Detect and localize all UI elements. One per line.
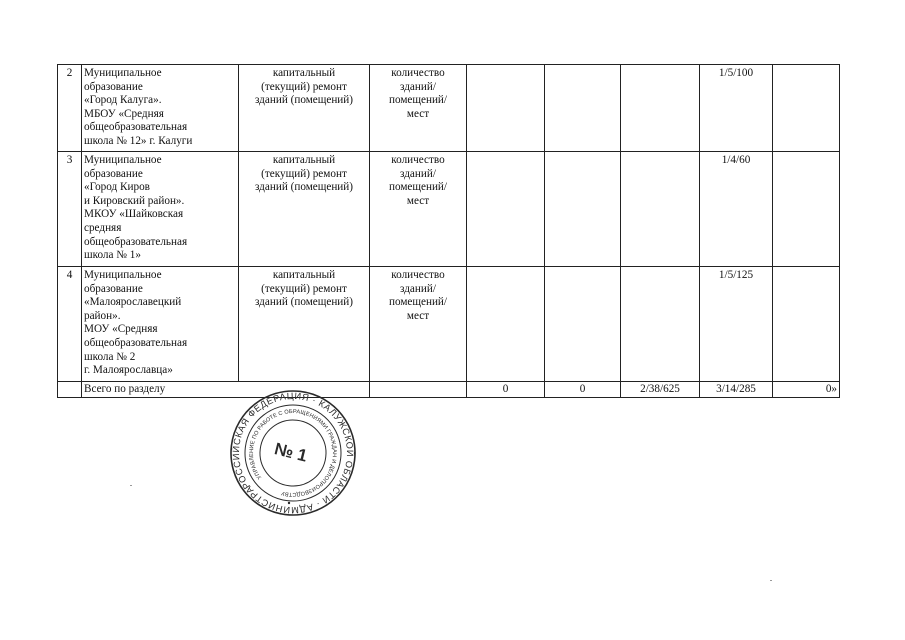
work-type-cell [239,152,370,267]
total-empty-cell [370,382,467,398]
name-line: район». [84,309,121,322]
name-line: Муниципальное [84,67,162,79]
municipality-cell [82,65,239,152]
work-line: зданий (помещений) [254,94,354,107]
work-line: капитальный [272,67,336,79]
work-line: капитальный [272,154,336,166]
work-line: (текущий) ремонт [261,282,347,295]
stamp-inner-text: УПРАВЛЕНИЕ ПО РАБОТЕ С ОБРАЩЕНИЯМИ ГРАЖДАН И ДЕЛОПРОИЗВОДСТВУ [248,408,338,498]
name-line: школа № 1» [84,249,141,262]
work-line: (текущий) ремонт [261,80,347,93]
row-number: 3 [58,152,82,267]
value-cell [773,152,840,267]
stamp-outer-text: РОССИЙСКАЯ ФЕДЕРАЦИЯ · КАЛУЖСКОЙ ОБЛАСТИ · АДМИНИСТРАЦИЯ [230,390,356,516]
table-row [58,65,840,152]
work-line: капитальный [272,269,336,281]
total-row [58,382,840,398]
table-row [58,267,840,382]
value-cell [467,65,545,152]
value-cell [545,267,621,382]
scan-speck [130,485,132,486]
name-line: МОУ «Средняя [84,323,158,336]
unit-line: количество [391,269,445,281]
total-value: 2/38/625 [621,382,700,398]
total-value: 0 [467,382,545,398]
name-line: и Кировский район». [84,194,185,207]
total-value: 3/14/285 [700,382,773,398]
name-line: МБОУ «Средняя [84,107,164,120]
value-cell: 1/5/125 [700,267,773,382]
name-line: г. Малоярославца» [84,364,173,377]
unit-line: мест [406,194,430,207]
work-line: зданий (помещений) [254,296,354,309]
value-cell [621,267,700,382]
official-stamp [228,388,358,518]
value-cell [621,152,700,267]
unit-line: помещений/ [388,181,448,194]
stamp-number: № 1 [272,439,310,466]
value-cell [773,65,840,152]
value-cell: 1/4/60 [700,152,773,267]
work-type-cell [239,65,370,152]
name-line: образование [84,167,143,180]
municipality-cell [82,267,239,382]
name-line: «Город Киров [84,181,150,194]
stamp-dot [288,502,290,504]
report-table [57,64,840,398]
name-line: средняя [84,221,122,234]
value-cell: 1/5/100 [700,65,773,152]
value-cell [621,65,700,152]
name-line: МКОУ «Шайковская [84,208,184,221]
name-line: школа № 12» г. Калуги [84,134,193,147]
value-cell [545,152,621,267]
name-line: общеобразовательная [84,235,188,248]
unit-line: помещений/ [388,94,448,107]
unit-line: зданий/ [400,80,436,93]
scan-speck [770,580,772,581]
unit-line: количество [391,67,445,79]
name-line: образование [84,282,143,295]
name-line: Муниципальное [84,269,162,281]
unit-line: зданий/ [400,282,436,295]
unit-line: количество [391,154,445,166]
value-cell [467,267,545,382]
table-row [58,152,840,267]
value-cell [545,65,621,152]
total-value: 0 [545,382,621,398]
work-type-cell [239,267,370,382]
total-empty-cell [58,382,82,398]
name-line: «Малоярославецкий [84,296,182,309]
unit-line: помещений/ [388,296,448,309]
work-line: (текущий) ремонт [261,167,347,180]
row-number: 4 [58,267,82,382]
name-line: Муниципальное [84,154,162,166]
unit-cell [370,267,467,382]
unit-line: мест [406,309,430,322]
unit-cell [370,65,467,152]
name-line: образование [84,80,143,93]
value-cell [467,152,545,267]
name-line: школа № 2 [84,350,136,363]
name-line: общеобразовательная [84,121,188,134]
name-line: общеобразовательная [84,336,188,349]
value-cell [773,267,840,382]
unit-line: зданий/ [400,167,436,180]
total-value: 0» [773,382,840,398]
work-line: зданий (помещений) [254,181,354,194]
unit-cell [370,152,467,267]
municipality-cell [82,152,239,267]
total-label: Всего по разделу [82,382,370,398]
unit-line: мест [406,107,430,120]
row-number: 2 [58,65,82,152]
name-line: «Город Калуга». [84,94,162,107]
